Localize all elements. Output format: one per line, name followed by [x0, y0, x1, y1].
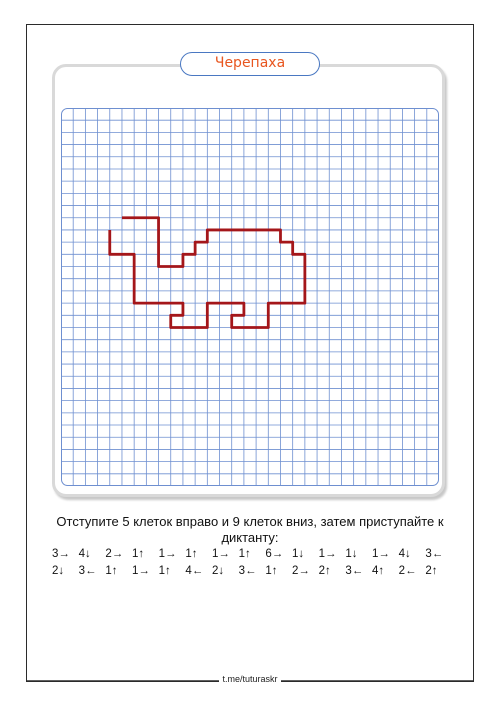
worksheet-title: Черепаха [180, 52, 320, 76]
dictation-step: 6→ [265, 548, 284, 560]
dictation-step: 2↑ [425, 565, 438, 577]
dictation-step: 1↑ [238, 548, 251, 560]
dictation-step: 1→ [318, 548, 337, 560]
dictation-step: 2↓ [212, 565, 225, 577]
dictation-step: 1↑ [185, 548, 198, 560]
dictation-step: 1↑ [105, 565, 118, 577]
dictation-step: 1↑ [132, 548, 145, 560]
dictation-step: 2→ [105, 548, 124, 560]
dictation-step: 4← [185, 565, 204, 577]
dictation-step: 4↓ [78, 548, 91, 560]
dictation-instruction: Отступите 5 клеток вправо и 9 клеток вниз, затем приступайте к диктанту: [56, 514, 444, 545]
command-row-2 [52, 565, 452, 581]
dictation-step: 1→ [212, 548, 230, 560]
dictation-step: 1↓ [292, 548, 305, 560]
dictation-step: 1→ [132, 565, 150, 577]
footer-line [0, 674, 500, 684]
dictation-step: 3← [345, 565, 364, 577]
dictation-step: 4↓ [398, 548, 411, 560]
command-row-1 [52, 548, 452, 564]
dictation-step: 3← [238, 565, 257, 577]
footer-link[interactable]: t.me/tuturaskr [219, 674, 280, 684]
dictation-step: 4↑ [372, 565, 385, 577]
dictation-step: 1→ [158, 548, 177, 560]
dictation-step: 1↓ [345, 548, 358, 560]
dictation-step: 2↑ [318, 565, 331, 577]
dictation-step: 3→ [52, 548, 70, 560]
dictation-step: 1↑ [158, 565, 171, 577]
dictation-step: 2→ [292, 565, 310, 577]
dictation-step: 1→ [372, 548, 390, 560]
graph-grid [61, 108, 439, 486]
dictation-step: 1↑ [265, 565, 278, 577]
dictation-step: 2↓ [52, 565, 65, 577]
dictation-step: 2← [398, 565, 417, 577]
grid-border [62, 109, 439, 486]
dictation-step: 3← [78, 565, 97, 577]
dictation-step: 3← [425, 548, 444, 560]
